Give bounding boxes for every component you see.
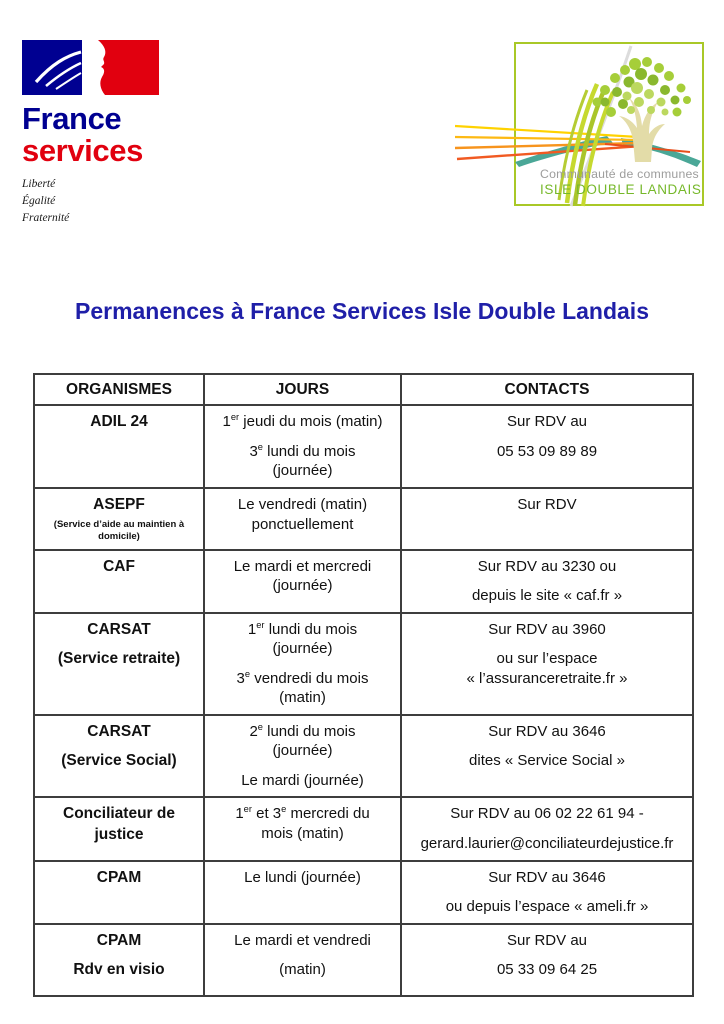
organisme-cell: Conciliateur de justice bbox=[34, 797, 204, 860]
jours-cell: Le mardi et mercredi (journée) bbox=[204, 550, 401, 613]
organisme-cell: CPAM Rdv en visio bbox=[34, 924, 204, 996]
table-row bbox=[34, 488, 693, 550]
header-row bbox=[34, 374, 693, 405]
contacts-cell: Sur RDV au 3960 ou sur l’espace « l’assuranceretraite.fr » bbox=[401, 613, 693, 715]
table-row bbox=[34, 924, 693, 996]
contacts-cell: Sur RDV au 05 33 09 64 25 bbox=[401, 924, 693, 996]
contacts-cell: Sur RDV au 3646 ou depuis l’espace « ameli.fr » bbox=[401, 861, 693, 924]
jours-cell: 1er lundi du mois (journée) 3e vendredi du mois (matin) bbox=[204, 613, 401, 715]
column-header-jours: JOURS bbox=[204, 374, 401, 405]
motto-line: Fraternité bbox=[22, 212, 70, 225]
contacts-cell: Sur RDV au 3230 ou depuis le site « caf.fr » bbox=[401, 550, 693, 613]
table-header bbox=[34, 374, 693, 405]
logo-word-france: France bbox=[22, 101, 122, 136]
jours-cell: 2e lundi du mois (journée) Le mardi (journée) bbox=[204, 715, 401, 798]
table-row bbox=[34, 613, 693, 715]
france-services-logo bbox=[22, 40, 202, 228]
organisme-cell: CARSAT (Service retraite) bbox=[34, 613, 204, 715]
contacts-cell: Sur RDV au 05 53 09 89 89 bbox=[401, 405, 693, 488]
jours-cell: 1er et 3e mercredi du mois (matin) bbox=[204, 797, 401, 860]
organisme-cell: ASEPF (Service d’aide au maintien à domicile) bbox=[34, 488, 204, 550]
logo-wordmark bbox=[22, 103, 202, 167]
contacts-cell: Sur RDV bbox=[401, 488, 693, 550]
ccidl-line1: Communauté de communes bbox=[540, 167, 699, 181]
jours-cell: Le mardi et vendredi (matin) bbox=[204, 924, 401, 996]
ccidl-logo bbox=[455, 40, 705, 210]
ccidl-line2: ISLE DOUBLE LANDAIS bbox=[540, 182, 702, 197]
jours-cell: 1er jeudi du mois (matin) 3e lundi du mois (journée) bbox=[204, 405, 401, 488]
marianne-flag-icon bbox=[22, 40, 159, 95]
organisme-cell: CAF bbox=[34, 550, 204, 613]
column-header-contacts: CONTACTS bbox=[401, 374, 693, 405]
organisme-cell: CPAM bbox=[34, 861, 204, 924]
table-row bbox=[34, 405, 693, 488]
motto-line: Liberté bbox=[22, 177, 56, 190]
table-body bbox=[34, 405, 693, 996]
column-header-organismes: ORGANISMES bbox=[34, 374, 204, 405]
logo-motto bbox=[22, 176, 202, 228]
table-row bbox=[34, 550, 693, 613]
logo-word-services: services bbox=[22, 132, 143, 168]
permanences-table bbox=[33, 373, 694, 997]
jours-cell: Le vendredi (matin) ponctuellement bbox=[204, 488, 401, 550]
organisme-cell: ADIL 24 bbox=[34, 405, 204, 488]
table-row bbox=[34, 715, 693, 798]
contacts-cell: Sur RDV au 06 02 22 61 94 - gerard.laurier@conciliateurdejustice.fr bbox=[401, 797, 693, 860]
jours-cell: Le lundi (journée) bbox=[204, 861, 401, 924]
table-row bbox=[34, 861, 693, 924]
organisme-cell: CARSAT (Service Social) bbox=[34, 715, 204, 798]
page-title: Permanences à France Services Isle Double Landais bbox=[74, 298, 649, 324]
contacts-cell: Sur RDV au 3646 dites « Service Social » bbox=[401, 715, 693, 798]
table-row bbox=[34, 797, 693, 860]
motto-line: Égalité bbox=[22, 195, 56, 208]
